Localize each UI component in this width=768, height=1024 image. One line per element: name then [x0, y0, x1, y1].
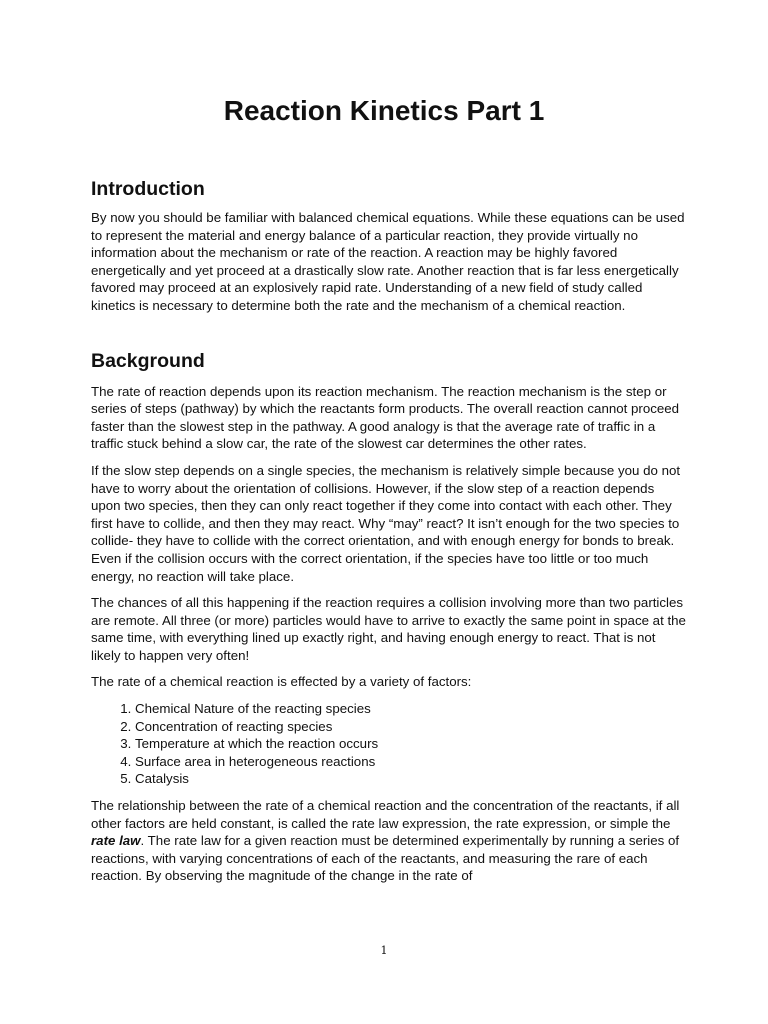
- introduction-paragraph: By now you should be familiar with balanced chemical equations. While these equations can be used to represent the material and energy balance of a particular reaction, they provide virtually no information about the mechanism or rate of the reaction. A reaction may be highly favored energetically and yet proceed at a drastically slow rate. Another reaction that is far less energetically favored may proceed at an explosively rapid rate. Understanding of a new field of study called kinetics is necessary to determine both the rate and the mechanism of a chemical reaction.: [91, 210, 685, 313]
- introduction-heading: Introduction: [91, 178, 205, 200]
- background-paragraph-1: The rate of reaction depends upon its reaction mechanism. The reaction mechanism is the step or series of steps (pathway) by which the reactants form products. The overall reaction cannot proceed faster than the slowest step in the pathway. A good analogy is that the average rate of traffic in a traffic stuck behind a slow car, the rate of the slowest car determines the other rates.: [91, 383, 680, 452]
- rate-law-text-after: . The rate law for a given reaction must be determined experimentally by running a series of reactions, with varying concentrations of each of the reactants, and measuring the rare of each reaction. By observing the magnitude of the change in the rate of: [91, 833, 680, 884]
- list-item: 5. Catalysis: [135, 770, 687, 788]
- page-number: 1: [380, 944, 388, 957]
- background-paragraph-2: If the slow step depends on a single species, the mechanism is relatively simple because you do not have to worry about the orientation of collisions. However, if the slow step of a reaction depends upon two species, then they can only react together if they come into contact with each other. They first have to collide, and then they may react. Why “may” react? It isn’t enough for the two species to collide- they have to collide with the correct orientation, and with enough energy for bonds to break. Even if the collision occurs with the correct orientation, if the species have too little or too much energy, no reaction will take place.: [91, 462, 681, 584]
- list-item: 2. Concentration of reacting species: [135, 718, 687, 736]
- list-item: 1. Chemical Nature of the reacting species: [135, 700, 687, 718]
- background-paragraph-4: The rate of a chemical reaction is effected by a variety of factors:: [91, 674, 472, 690]
- page-title: Reaction Kinetics Part 1: [223, 95, 545, 126]
- rate-factors-list: [91, 700, 687, 788]
- rate-law-text-before: The relationship between the rate of a chemical reaction and the concentration of the reactants, if all other factors are held constant, is called the rate law expression, the rate expression, or simple the: [91, 798, 680, 831]
- list-item: 3. Temperature at which the reaction occurs: [135, 735, 687, 753]
- document-body: [91, 176, 687, 894]
- background-paragraph-3: The chances of all this happening if the reaction requires a collision involving more than two particles are remote. All three (or more) particles would have to arrive to exactly the same point in space at the same time, with everything lined up exactly right, and having enough energy to react. That is not likely to happen very often!: [91, 595, 686, 663]
- list-item: 4. Surface area in heterogeneous reactions: [135, 753, 687, 771]
- rate-law-term: rate law: [91, 833, 141, 849]
- background-heading: Background: [91, 349, 205, 372]
- background-paragraph-5: [91, 797, 687, 885]
